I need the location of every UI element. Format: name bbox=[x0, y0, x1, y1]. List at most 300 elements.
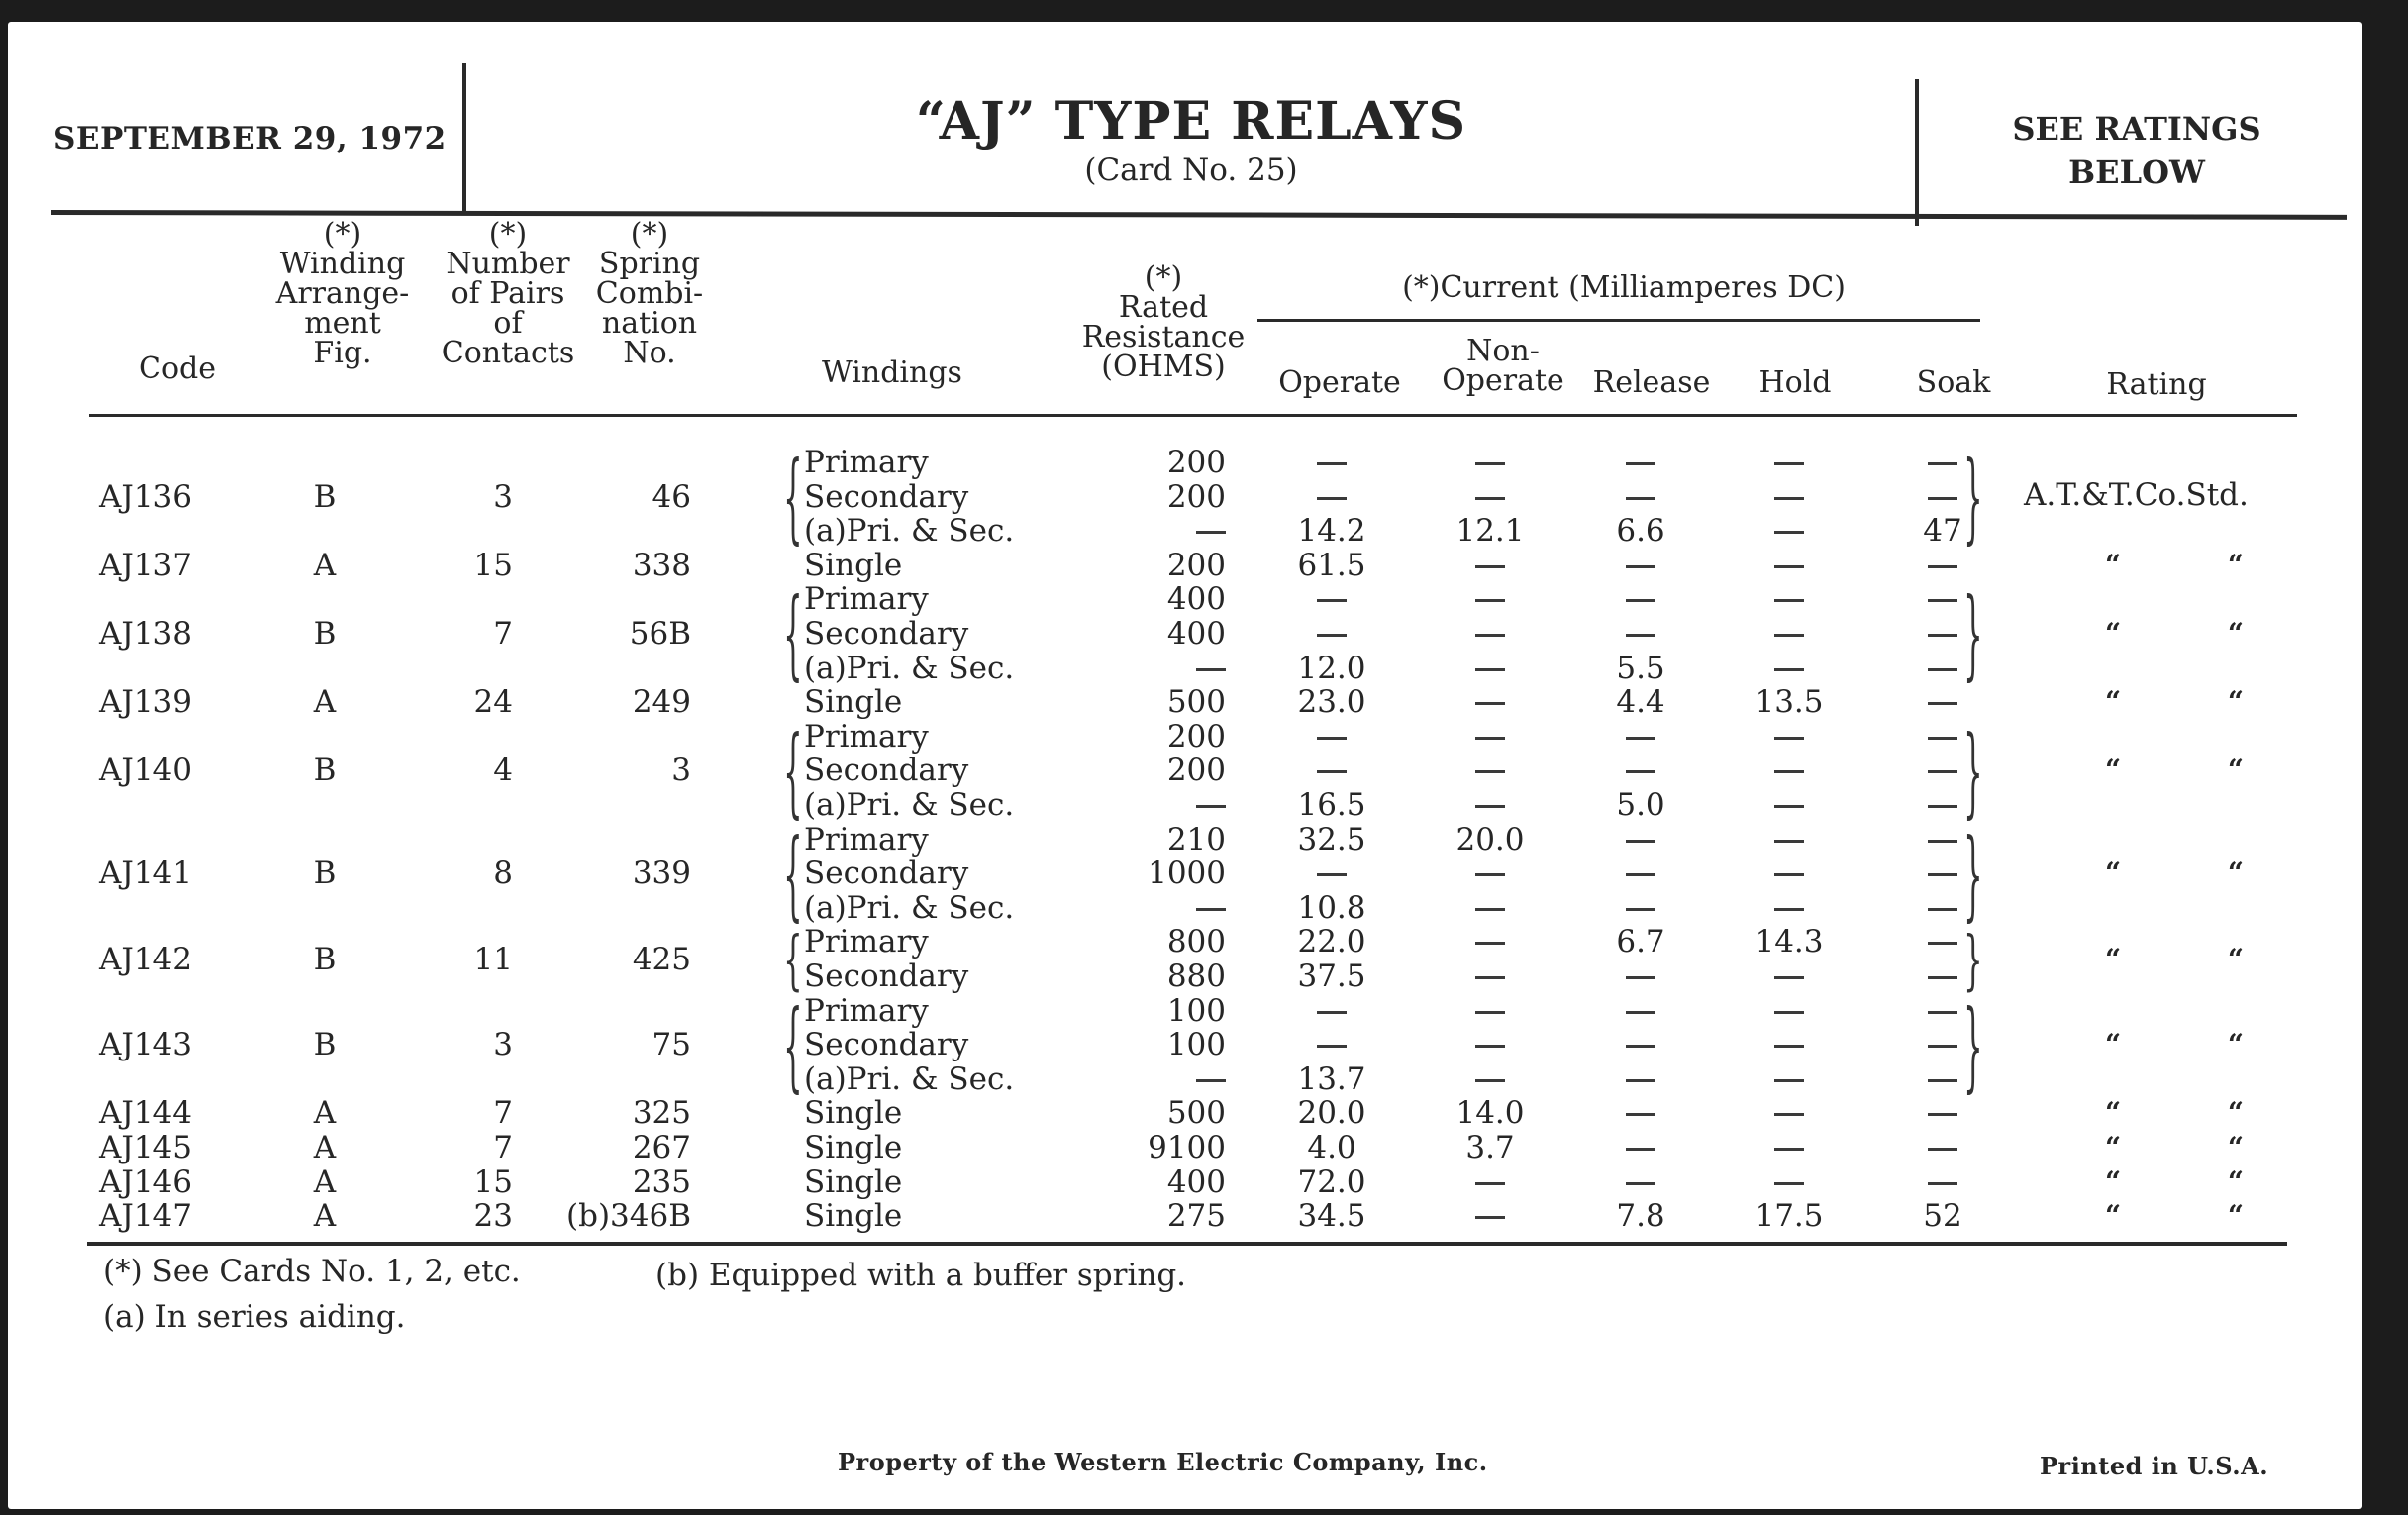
current-operate: 16.5 bbox=[1297, 787, 1366, 823]
col-header-soak: Soak bbox=[1916, 365, 1991, 400]
dash-mark bbox=[1928, 1182, 1957, 1185]
current-non-operate: 14.0 bbox=[1455, 1095, 1525, 1132]
dash-mark bbox=[1774, 1148, 1804, 1151]
ratings-note-line2: BELOW bbox=[2068, 153, 2205, 191]
ditto-mark: “ bbox=[2105, 1028, 2122, 1061]
dash-mark bbox=[1475, 1216, 1505, 1219]
dash-mark bbox=[1626, 737, 1656, 740]
col-header-winding-arrangement: (*) Winding Arrange- ment Fig. bbox=[275, 217, 410, 370]
current-operate bbox=[1257, 617, 1406, 651]
table-bottom-rule bbox=[87, 1242, 2287, 1246]
pairs-of-contacts: 15 bbox=[473, 547, 513, 583]
current-operate: 4.0 bbox=[1307, 1130, 1356, 1165]
current-release bbox=[1566, 582, 1715, 616]
pairs-of-contacts: 24 bbox=[473, 684, 513, 721]
dash-mark bbox=[1928, 805, 1957, 808]
current-release bbox=[1566, 891, 1715, 925]
current-hold: 17.5 bbox=[1755, 1198, 1824, 1235]
dash-mark bbox=[1475, 1079, 1505, 1082]
dash-mark bbox=[1626, 1045, 1656, 1048]
dash-mark bbox=[1626, 1011, 1656, 1014]
spring-combination: 338 bbox=[632, 547, 691, 583]
current-release bbox=[1566, 823, 1715, 857]
current-non-operate bbox=[1416, 1062, 1564, 1096]
dash-mark bbox=[1626, 565, 1656, 568]
winding-arrangement-fig: A bbox=[313, 1130, 337, 1165]
dash-mark bbox=[1928, 737, 1957, 740]
current-non-operate bbox=[1416, 446, 1564, 479]
winding-name: Secondary bbox=[804, 1027, 969, 1063]
ditto-mark: “ bbox=[2227, 857, 2244, 890]
dash-mark bbox=[1475, 805, 1505, 808]
dash-mark bbox=[1196, 908, 1226, 911]
relay-code: AJ147 bbox=[99, 1198, 192, 1235]
current-non-operate bbox=[1416, 685, 1564, 719]
ditto-mark: “ bbox=[2227, 685, 2244, 719]
current-soak bbox=[1883, 994, 2002, 1028]
dash-mark bbox=[1774, 873, 1804, 876]
dash-mark bbox=[1774, 565, 1804, 568]
relay-rating bbox=[2105, 1096, 2244, 1130]
current-hold bbox=[1715, 823, 1863, 857]
current-hold bbox=[1715, 960, 1863, 993]
winding-name: Secondary bbox=[804, 616, 969, 652]
winding-name: Single bbox=[804, 1198, 903, 1235]
right-brace-icon: } bbox=[1963, 441, 1983, 556]
relay-code: AJ140 bbox=[99, 753, 192, 789]
current-operate bbox=[1257, 446, 1406, 479]
dash-mark bbox=[1774, 634, 1804, 637]
dash-mark bbox=[1317, 634, 1347, 637]
dash-mark bbox=[1774, 805, 1804, 808]
current-soak bbox=[1883, 1028, 2002, 1061]
winding-arrangement-fig: A bbox=[313, 684, 337, 721]
rated-resistance bbox=[1077, 652, 1226, 685]
ditto-mark: “ bbox=[2227, 1131, 2244, 1163]
ditto-mark: “ bbox=[2105, 617, 2122, 650]
current-soak bbox=[1883, 1165, 2002, 1199]
ditto-mark: “ bbox=[2227, 1164, 2244, 1198]
dash-mark bbox=[1928, 497, 1957, 500]
col-header-rated-resistance: (*) Rated Resistance (OHMS) bbox=[1081, 260, 1246, 384]
winding-arrangement-fig: B bbox=[313, 753, 337, 789]
dash-mark bbox=[1928, 462, 1957, 465]
winding-arrangement-fig: A bbox=[313, 1163, 337, 1200]
current-operate: 34.5 bbox=[1297, 1198, 1366, 1235]
footnote-star: (*) See Cards No. 1, 2, etc. bbox=[103, 1254, 521, 1289]
rated-resistance: 200 bbox=[1166, 478, 1226, 515]
relay-code: AJ139 bbox=[99, 684, 192, 721]
ditto-mark: “ bbox=[2105, 857, 2122, 890]
dash-mark bbox=[1475, 634, 1505, 637]
col-header-rating: Rating bbox=[2106, 367, 2207, 402]
current-hold bbox=[1715, 1165, 1863, 1199]
dash-mark bbox=[1626, 1113, 1656, 1116]
dash-mark bbox=[1475, 1182, 1505, 1185]
winding-arrangement-fig: A bbox=[313, 1198, 337, 1235]
ratings-note-line1: SEE RATINGS bbox=[2012, 110, 2261, 148]
ditto-mark: “ bbox=[2227, 754, 2244, 787]
winding-name: Single bbox=[804, 1130, 903, 1165]
current-operate: 32.5 bbox=[1297, 821, 1366, 858]
current-soak bbox=[1883, 1131, 2002, 1164]
winding-name: Single bbox=[804, 684, 903, 721]
current-non-operate bbox=[1416, 788, 1564, 822]
dash-mark bbox=[1774, 531, 1804, 534]
spring-combination: 425 bbox=[632, 941, 691, 977]
dash-mark bbox=[1928, 1113, 1957, 1116]
relay-rating bbox=[2105, 1028, 2244, 1061]
card-subtitle: (Card No. 25) bbox=[1084, 152, 1298, 188]
current-non-operate bbox=[1416, 994, 1564, 1028]
col-header-non-operate: Non- Operate bbox=[1442, 334, 1564, 398]
spring-combination: 46 bbox=[652, 478, 691, 515]
rated-resistance: 9100 bbox=[1148, 1130, 1226, 1165]
current-non-operate bbox=[1416, 1165, 1564, 1199]
ditto-mark: “ bbox=[2105, 1131, 2122, 1163]
current-release bbox=[1566, 480, 1715, 514]
card-date: SEPTEMBER 29, 1972 bbox=[53, 121, 447, 156]
current-operate: 23.0 bbox=[1297, 684, 1366, 721]
current-soak bbox=[1883, 617, 2002, 651]
dash-mark bbox=[1475, 770, 1505, 773]
dash-mark bbox=[1626, 1182, 1656, 1185]
current-group-rule bbox=[1257, 319, 1980, 322]
dash-mark bbox=[1196, 805, 1226, 808]
current-non-operate bbox=[1416, 857, 1564, 890]
dash-mark bbox=[1317, 737, 1347, 740]
dash-mark bbox=[1774, 599, 1804, 602]
current-release: 4.4 bbox=[1616, 684, 1665, 721]
dash-mark bbox=[1317, 497, 1347, 500]
dash-mark bbox=[1928, 770, 1957, 773]
current-hold bbox=[1715, 754, 1863, 787]
current-non-operate: 12.1 bbox=[1455, 513, 1525, 550]
ditto-mark: “ bbox=[2227, 942, 2244, 975]
current-release bbox=[1566, 1131, 1715, 1164]
dash-mark bbox=[1475, 668, 1505, 671]
ditto-mark: “ bbox=[2105, 1199, 2122, 1233]
dash-mark bbox=[1774, 737, 1804, 740]
winding-name: (a)Pri. & Sec. bbox=[804, 513, 1015, 550]
current-operate: 72.0 bbox=[1297, 1163, 1366, 1200]
dash-mark bbox=[1475, 599, 1505, 602]
current-release bbox=[1566, 960, 1715, 993]
current-operate: 22.0 bbox=[1297, 924, 1366, 960]
dash-mark bbox=[1317, 1011, 1347, 1014]
col-header-release: Release bbox=[1592, 365, 1711, 400]
current-operate bbox=[1257, 857, 1406, 890]
rated-resistance bbox=[1077, 1062, 1226, 1096]
rated-resistance: 210 bbox=[1166, 821, 1226, 858]
right-brace-icon: } bbox=[1963, 578, 1983, 694]
winding-name: Secondary bbox=[804, 753, 969, 789]
dash-mark bbox=[1928, 668, 1957, 671]
dash-mark bbox=[1928, 1011, 1957, 1014]
current-release bbox=[1566, 1062, 1715, 1096]
pairs-of-contacts: 11 bbox=[473, 941, 513, 977]
rated-resistance: 200 bbox=[1166, 445, 1226, 480]
dash-mark bbox=[1774, 840, 1804, 843]
dash-mark bbox=[1774, 1182, 1804, 1185]
winding-name: Primary bbox=[804, 992, 929, 1029]
dash-mark bbox=[1626, 873, 1656, 876]
footnote-b: (b) Equipped with a buffer spring. bbox=[655, 1258, 1187, 1293]
current-non-operate bbox=[1416, 1199, 1564, 1233]
current-hold bbox=[1715, 1062, 1863, 1096]
current-non-operate bbox=[1416, 549, 1564, 582]
rated-resistance: 275 bbox=[1166, 1198, 1226, 1235]
current-non-operate bbox=[1416, 754, 1564, 787]
dash-mark bbox=[1626, 840, 1656, 843]
rated-resistance: 100 bbox=[1166, 992, 1226, 1029]
current-hold bbox=[1715, 720, 1863, 754]
current-non-operate: 3.7 bbox=[1465, 1130, 1515, 1165]
ditto-mark: “ bbox=[2227, 548, 2244, 581]
col-header-spring-combination: (*) Spring Combi- nation No. bbox=[595, 217, 704, 370]
pairs-of-contacts: 15 bbox=[473, 1163, 513, 1200]
current-release bbox=[1566, 617, 1715, 651]
relay-code: AJ146 bbox=[99, 1163, 192, 1200]
right-brace-icon: } bbox=[1963, 818, 1983, 934]
winding-name: Primary bbox=[804, 924, 929, 960]
winding-name: Single bbox=[804, 1163, 903, 1200]
current-operate: 10.8 bbox=[1297, 889, 1366, 926]
current-non-operate bbox=[1416, 720, 1564, 754]
dash-mark bbox=[1196, 531, 1226, 534]
dash-mark bbox=[1928, 1045, 1957, 1048]
dash-mark bbox=[1475, 462, 1505, 465]
dash-mark bbox=[1317, 462, 1347, 465]
dash-mark bbox=[1196, 668, 1226, 671]
rated-resistance bbox=[1077, 514, 1226, 548]
current-soak: 47 bbox=[1923, 513, 1962, 550]
winding-name: Primary bbox=[804, 445, 929, 480]
dash-mark bbox=[1317, 770, 1347, 773]
winding-name: Primary bbox=[804, 718, 929, 755]
pairs-of-contacts: 23 bbox=[473, 1198, 513, 1235]
dash-mark bbox=[1774, 1011, 1804, 1014]
current-soak bbox=[1883, 549, 2002, 582]
current-hold: 14.3 bbox=[1755, 924, 1824, 960]
relay-rating bbox=[2105, 1131, 2244, 1164]
current-operate: 20.0 bbox=[1297, 1095, 1366, 1132]
pairs-of-contacts: 3 bbox=[493, 1027, 513, 1063]
current-release bbox=[1566, 1028, 1715, 1061]
dash-mark bbox=[1626, 462, 1656, 465]
footer-printed: Printed in U.S.A. bbox=[2040, 1452, 2269, 1480]
pairs-of-contacts: 7 bbox=[493, 1095, 513, 1132]
left-brace-icon: { bbox=[783, 715, 803, 831]
current-release bbox=[1566, 1165, 1715, 1199]
current-hold bbox=[1715, 514, 1863, 548]
winding-arrangement-fig: B bbox=[313, 478, 337, 515]
spring-combination: (b)346B bbox=[566, 1198, 691, 1235]
winding-arrangement-fig: B bbox=[313, 941, 337, 977]
dash-mark bbox=[1626, 976, 1656, 979]
current-hold bbox=[1715, 549, 1863, 582]
spring-combination: 56B bbox=[629, 616, 691, 652]
spring-combination: 267 bbox=[632, 1130, 691, 1165]
rated-resistance bbox=[1077, 891, 1226, 925]
col-header-operate: Operate bbox=[1278, 365, 1401, 400]
winding-arrangement-fig: A bbox=[313, 1095, 337, 1132]
current-soak bbox=[1883, 823, 2002, 857]
relay-rating bbox=[2105, 943, 2244, 976]
current-soak bbox=[1883, 891, 2002, 925]
relay-rating bbox=[2105, 1165, 2244, 1199]
dash-mark bbox=[1774, 1079, 1804, 1082]
dash-mark bbox=[1475, 873, 1505, 876]
dash-mark bbox=[1317, 1045, 1347, 1048]
dash-mark bbox=[1475, 1045, 1505, 1048]
ditto-mark: “ bbox=[2105, 1096, 2122, 1130]
winding-arrangement-fig: B bbox=[313, 856, 337, 892]
current-operate: 37.5 bbox=[1297, 959, 1366, 994]
current-soak bbox=[1883, 480, 2002, 514]
relay-rating bbox=[2105, 857, 2244, 890]
rated-resistance: 200 bbox=[1166, 718, 1226, 755]
rated-resistance: 880 bbox=[1166, 959, 1226, 994]
dash-mark bbox=[1475, 737, 1505, 740]
dash-mark bbox=[1475, 942, 1505, 945]
pairs-of-contacts: 7 bbox=[493, 1130, 513, 1165]
col-header-code: Code bbox=[139, 352, 216, 386]
current-hold: 13.5 bbox=[1755, 684, 1824, 721]
current-release: 7.8 bbox=[1616, 1198, 1665, 1235]
winding-name: Secondary bbox=[804, 478, 969, 515]
dash-mark bbox=[1475, 976, 1505, 979]
current-hold bbox=[1715, 857, 1863, 890]
pairs-of-contacts: 4 bbox=[493, 753, 513, 789]
dash-mark bbox=[1626, 770, 1656, 773]
rated-resistance: 400 bbox=[1166, 1163, 1226, 1200]
rated-resistance: 800 bbox=[1166, 924, 1226, 960]
right-brace-icon: } bbox=[1963, 989, 1983, 1105]
current-soak bbox=[1883, 720, 2002, 754]
rated-resistance: 100 bbox=[1166, 1027, 1226, 1063]
winding-name: (a)Pri. & Sec. bbox=[804, 1060, 1015, 1097]
relay-rating: A.T.&T.Co.Std. bbox=[2024, 476, 2249, 513]
relay-code: AJ141 bbox=[99, 856, 192, 892]
current-soak: 52 bbox=[1923, 1198, 1962, 1235]
dash-mark bbox=[1196, 1079, 1226, 1082]
ditto-mark: “ bbox=[2227, 1028, 2244, 1061]
current-soak bbox=[1883, 1062, 2002, 1096]
current-hold bbox=[1715, 1096, 1863, 1130]
current-operate bbox=[1257, 720, 1406, 754]
current-operate bbox=[1257, 582, 1406, 616]
current-hold bbox=[1715, 1131, 1863, 1164]
dash-mark bbox=[1317, 873, 1347, 876]
current-soak bbox=[1883, 754, 2002, 787]
dash-mark bbox=[1475, 565, 1505, 568]
current-non-operate bbox=[1416, 925, 1564, 959]
current-hold bbox=[1715, 617, 1863, 651]
current-soak bbox=[1883, 685, 2002, 719]
relay-rating bbox=[2105, 617, 2244, 651]
relay-code: AJ143 bbox=[99, 1027, 192, 1063]
right-brace-icon: } bbox=[1963, 923, 1983, 1000]
spring-combination: 249 bbox=[632, 684, 691, 721]
winding-name: Primary bbox=[804, 581, 929, 618]
winding-name: (a)Pri. & Sec. bbox=[804, 889, 1015, 926]
pairs-of-contacts: 8 bbox=[493, 856, 513, 892]
current-soak bbox=[1883, 652, 2002, 685]
winding-name: Single bbox=[804, 547, 903, 583]
relay-code: AJ138 bbox=[99, 616, 192, 652]
winding-name: Primary bbox=[804, 821, 929, 858]
current-operate bbox=[1257, 480, 1406, 514]
dash-mark bbox=[1774, 976, 1804, 979]
rated-resistance bbox=[1077, 788, 1226, 822]
current-non-operate: 20.0 bbox=[1455, 821, 1525, 858]
pairs-of-contacts: 7 bbox=[493, 616, 513, 652]
relay-code: AJ142 bbox=[99, 941, 192, 977]
dash-mark bbox=[1774, 1113, 1804, 1116]
current-soak bbox=[1883, 1096, 2002, 1130]
winding-name: Secondary bbox=[804, 959, 969, 994]
winding-arrangement-fig: B bbox=[313, 1027, 337, 1063]
current-operate: 14.2 bbox=[1297, 513, 1366, 550]
right-brace-icon: } bbox=[1963, 715, 1983, 831]
ditto-mark: “ bbox=[2105, 548, 2122, 581]
relay-data-card bbox=[8, 22, 2362, 1509]
dash-mark bbox=[1928, 942, 1957, 945]
current-non-operate bbox=[1416, 480, 1564, 514]
spring-combination: 235 bbox=[632, 1163, 691, 1200]
dash-mark bbox=[1928, 840, 1957, 843]
dash-mark bbox=[1928, 702, 1957, 705]
dash-mark bbox=[1774, 908, 1804, 911]
spring-combination: 339 bbox=[632, 856, 691, 892]
current-non-operate bbox=[1416, 960, 1564, 993]
current-operate: 12.0 bbox=[1297, 650, 1366, 686]
current-release bbox=[1566, 857, 1715, 890]
left-brace-icon: { bbox=[783, 989, 803, 1105]
current-release: 6.6 bbox=[1616, 513, 1665, 550]
rated-resistance: 400 bbox=[1166, 616, 1226, 652]
pairs-of-contacts: 3 bbox=[493, 478, 513, 515]
dash-mark bbox=[1928, 976, 1957, 979]
relay-code: AJ136 bbox=[99, 478, 192, 515]
col-header-windings: Windings bbox=[822, 355, 962, 390]
dash-mark bbox=[1626, 634, 1656, 637]
ditto-mark: “ bbox=[2105, 685, 2122, 719]
winding-arrangement-fig: B bbox=[313, 616, 337, 652]
dash-mark bbox=[1626, 1079, 1656, 1082]
relay-rating bbox=[2105, 685, 2244, 719]
current-hold bbox=[1715, 1028, 1863, 1061]
current-release bbox=[1566, 1096, 1715, 1130]
dash-mark bbox=[1626, 1148, 1656, 1151]
current-operate bbox=[1257, 754, 1406, 787]
ditto-mark: “ bbox=[2227, 1096, 2244, 1130]
current-release bbox=[1566, 446, 1715, 479]
rated-resistance: 500 bbox=[1166, 1095, 1226, 1132]
winding-arrangement-fig: A bbox=[313, 547, 337, 583]
rated-resistance: 500 bbox=[1166, 684, 1226, 721]
dash-mark bbox=[1774, 1045, 1804, 1048]
footer-property: Property of the Western Electric Company, Inc. bbox=[838, 1448, 1488, 1476]
ditto-mark: “ bbox=[2105, 1164, 2122, 1198]
rated-resistance: 1000 bbox=[1148, 856, 1226, 892]
col-header-current-group: (*)Current (Milliamperes DC) bbox=[1402, 270, 1846, 305]
header-bottom-rule bbox=[51, 210, 2347, 220]
current-release: 5.5 bbox=[1616, 650, 1665, 686]
current-non-operate bbox=[1416, 652, 1564, 685]
rated-resistance: 200 bbox=[1166, 547, 1226, 583]
